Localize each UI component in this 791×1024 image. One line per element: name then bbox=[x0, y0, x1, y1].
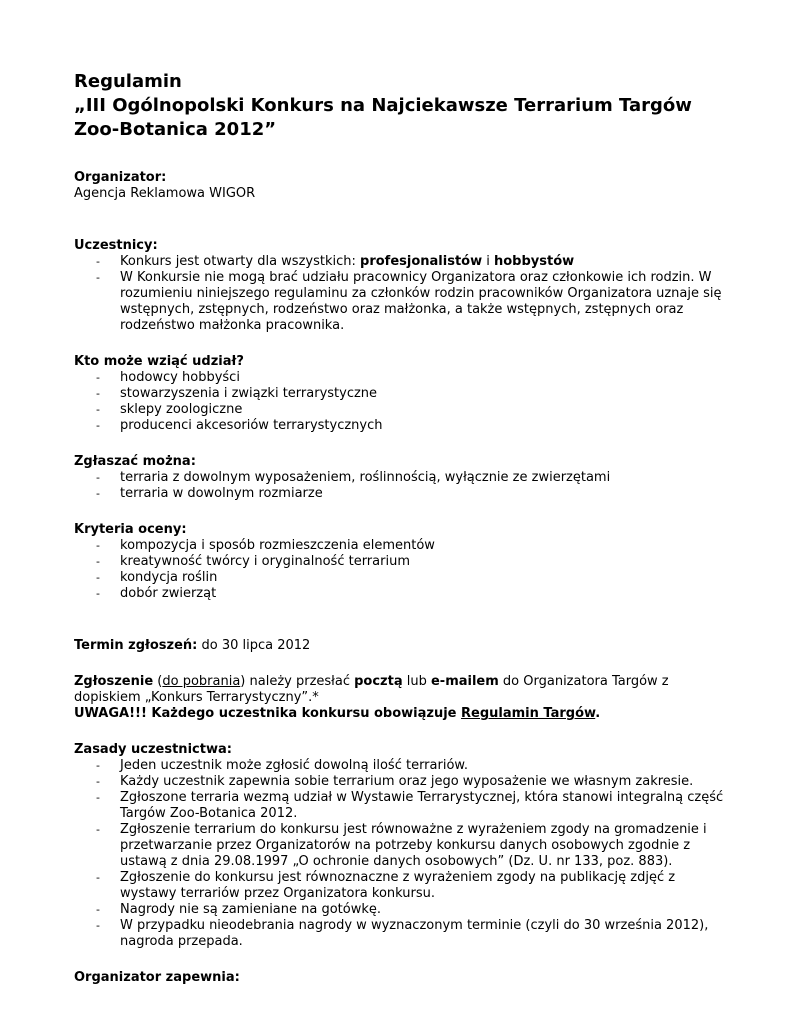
list-item bbox=[74, 370, 724, 386]
section-heading: Organizator zapewnia: bbox=[74, 970, 240, 985]
list-item-text: terraria w dowolnym rozmiarze bbox=[120, 486, 323, 501]
dash-bullet: - bbox=[96, 471, 100, 484]
list-item bbox=[74, 386, 724, 402]
dash-bullet: - bbox=[96, 387, 100, 400]
dash-bullet: - bbox=[96, 823, 100, 836]
list-item bbox=[74, 570, 724, 586]
list-item bbox=[74, 822, 724, 870]
list-item: - Konkurs jest otwarty dla wszystkich: profesjonalistów i hobbystów bbox=[96, 254, 575, 269]
application-section bbox=[74, 674, 724, 722]
section-heading: Zasady uczestnictwa: bbox=[74, 742, 232, 757]
list-item bbox=[74, 918, 724, 950]
document-page bbox=[74, 70, 724, 986]
deadline-line: Termin zgłoszeń: do 30 lipca 2012 bbox=[74, 638, 311, 653]
submit-section bbox=[74, 454, 724, 502]
list-item bbox=[74, 774, 724, 790]
application-text: Zgłoszenie (do pobrania) należy przesłać pocztą lub e-mailem do Organizatora Targów z dopiskiem „Konkurs Terrarystyczny”.* bbox=[74, 674, 669, 705]
dash-bullet: - bbox=[96, 403, 100, 416]
list-item: - W Konkursie nie mogą brać udziału pracownicy Organizatora oraz członkowie ich rodzin. W rozumieniu niniejszego regulaminu za członków rodzin pracowników Organizatora uznaje się wstępnych, zstępnych, rodzeństwo oraz małżonka, a także wstępnych, zstępnych oraz rodzeństwo małżonka pracownika. bbox=[96, 270, 722, 333]
list-item-text: Zgłoszenie do konkursu jest równoznaczne z wyrażeniem zgody na publikację zdjęć z wystawy terrariów przez Organizatora konkursu. bbox=[120, 870, 676, 901]
list-item-text: kreatywność twórcy i oryginalność terrarium bbox=[120, 554, 410, 569]
regulamin-link[interactable]: Regulamin Targów bbox=[461, 706, 596, 721]
organizer-section bbox=[74, 170, 724, 202]
list-item bbox=[74, 418, 724, 434]
dash-bullet: - bbox=[96, 903, 100, 916]
who-section bbox=[74, 354, 724, 434]
list-item-text: stowarzyszenia i związki terrarystyczne bbox=[120, 386, 378, 401]
list-item-text: producenci akcesoriów terrarystycznych bbox=[120, 418, 383, 433]
title-line: Regulamin bbox=[74, 71, 182, 92]
warning-text: UWAGA!!! Każdego uczestnika konkursu obowiązuje Regulamin Targów. bbox=[74, 706, 601, 721]
dash-bullet: - bbox=[96, 487, 100, 500]
list-item bbox=[74, 902, 724, 918]
list-item bbox=[74, 402, 724, 418]
dash-bullet: - bbox=[96, 871, 100, 884]
list-item bbox=[74, 870, 724, 902]
section-heading: Kto może wziąć udział? bbox=[74, 354, 244, 369]
dash-bullet: - bbox=[96, 271, 100, 284]
section-heading: Organizator: bbox=[74, 170, 167, 185]
criteria-section bbox=[74, 522, 724, 602]
dash-bullet: - bbox=[96, 419, 100, 432]
rules-list bbox=[74, 758, 724, 950]
list-item-text: Każdy uczestnik zapewnia sobie terrarium oraz jego wyposażenie we własnym zakresie. bbox=[120, 774, 694, 789]
list-item-text: Zgłoszone terraria wezmą udział w Wystawie Terrarystycznej, która stanowi integralną część Targów Zoo-Botanica 2012. bbox=[120, 790, 724, 821]
list-item-text: Nagrody nie są zamieniane na gotówkę. bbox=[120, 902, 382, 917]
rules-section bbox=[74, 742, 724, 950]
organizer-name: Agencja Reklamowa WIGOR bbox=[74, 186, 256, 201]
section-heading: Zgłaszać można: bbox=[74, 454, 196, 469]
dash-bullet: - bbox=[96, 759, 100, 772]
list-item-text: sklepy zoologiczne bbox=[120, 402, 243, 417]
title-line: Zoo-Botanica 2012” bbox=[74, 119, 277, 140]
list-item-text: kondycja roślin bbox=[120, 570, 218, 585]
section-heading: Kryteria oceny: bbox=[74, 522, 187, 537]
dash-bullet: - bbox=[96, 255, 100, 268]
dash-bullet: - bbox=[96, 587, 100, 600]
section-heading: Uczestnicy: bbox=[74, 238, 158, 253]
participants-section bbox=[74, 238, 724, 334]
list-item-text: dobór zwierząt bbox=[120, 586, 217, 601]
dash-bullet: - bbox=[96, 539, 100, 552]
dash-bullet: - bbox=[96, 555, 100, 568]
dash-bullet: - bbox=[96, 775, 100, 788]
list-item-text: Jeden uczestnik może zgłosić dowolną ilość terrariów. bbox=[120, 758, 468, 773]
dash-bullet: - bbox=[96, 919, 100, 932]
document-title bbox=[74, 70, 724, 142]
deadline-section bbox=[74, 638, 724, 654]
list-item bbox=[74, 486, 724, 502]
download-link[interactable]: do pobrania bbox=[162, 674, 241, 689]
dash-bullet: - bbox=[96, 371, 100, 384]
dash-bullet: - bbox=[96, 791, 100, 804]
list-item bbox=[74, 758, 724, 774]
criteria-list bbox=[74, 538, 724, 602]
who-list bbox=[74, 370, 724, 434]
list-item-text: Zgłoszenie terrarium do konkursu jest równoważne z wyrażeniem zgody na gromadzenie i przetwarzanie przez Organizatorów na potrzeby konkursu danych osobowych zgodnie z ustawą z dnia 29.08.1997 „O ochronie danych osobowych” (Dz. U. nr 133, poz. 883). bbox=[120, 822, 707, 869]
list-item-text: W przypadku nieodebrania nagrody w wyznaczonym terminie (czyli do 30 września 2012), nagroda przepada. bbox=[120, 918, 709, 949]
list-item bbox=[74, 538, 724, 554]
list-item bbox=[74, 470, 724, 486]
list-item-text: hodowcy hobbyści bbox=[120, 370, 240, 385]
list-item bbox=[74, 790, 724, 822]
list-item-text: terraria z dowolnym wyposażeniem, roślinnością, wyłącznie ze zwierzętami bbox=[120, 470, 611, 485]
provides-section bbox=[74, 970, 724, 986]
list-item bbox=[74, 554, 724, 570]
title-line: „III Ogólnopolski Konkurs na Najciekawsze Terrarium Targów bbox=[74, 95, 692, 116]
list-item bbox=[74, 586, 724, 602]
list-item-text: kompozycja i sposób rozmieszczenia elementów bbox=[120, 538, 435, 553]
submit-list bbox=[74, 470, 724, 502]
dash-bullet: - bbox=[96, 571, 100, 584]
